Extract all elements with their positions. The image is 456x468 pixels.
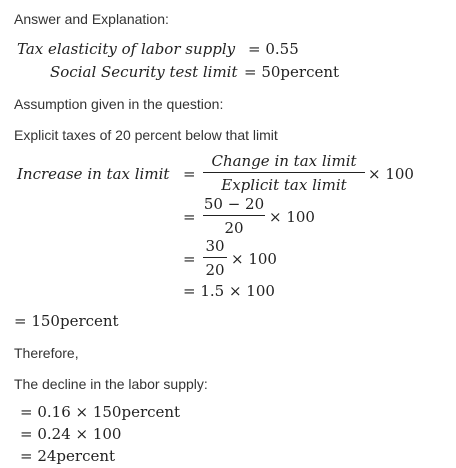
fraction-denominator: 20 (224, 219, 244, 237)
therefore-text: Therefore, (14, 345, 79, 361)
step-1-5-times-100: = 1.5 × 100 (183, 282, 275, 300)
answer-heading: Answer and Explanation: (14, 11, 169, 27)
result-150-percent: = 150percent (14, 312, 119, 330)
equals-sign: = (183, 165, 196, 183)
decline-step-2: = 0.24 × 100 (20, 425, 122, 443)
fraction-denominator: 20 (205, 261, 225, 279)
fraction-numerator: Change in tax limit (211, 152, 357, 170)
times-100: × 100 (368, 165, 414, 183)
fraction-bar (203, 215, 265, 216)
explicit-taxes-text: Explicit taxes of 20 percent below that limit (14, 127, 278, 143)
fraction-30-over-20 (203, 237, 227, 279)
fraction-numerator: 30 (205, 237, 225, 255)
elasticity-value: = 0.55 (248, 40, 299, 58)
decline-result: = 24percent (20, 447, 116, 465)
fraction-denominator: Explicit tax limit (221, 176, 347, 194)
social-security-value: = 50percent (244, 63, 340, 81)
fraction-numerator: 50 − 20 (203, 195, 265, 213)
decline-step-1: = 0.16 × 150percent (20, 403, 181, 421)
social-security-label: Social Security test limit (50, 63, 238, 81)
elasticity-label: Tax elasticity of labor supply (17, 40, 236, 58)
increase-tax-limit-label: Increase in tax limit (17, 165, 170, 183)
decline-text: The decline in the labor supply: (14, 376, 208, 392)
equals-sign: = (183, 250, 196, 268)
times-100: × 100 (231, 250, 277, 268)
fraction-change-over-explicit (203, 152, 365, 194)
equals-sign: = (183, 208, 196, 226)
fraction-bar (203, 172, 365, 173)
times-100: × 100 (269, 208, 315, 226)
fraction-bar (203, 257, 227, 258)
assumption-text: Assumption given in the question: (14, 96, 224, 112)
fraction-50-minus-20 (203, 195, 265, 237)
